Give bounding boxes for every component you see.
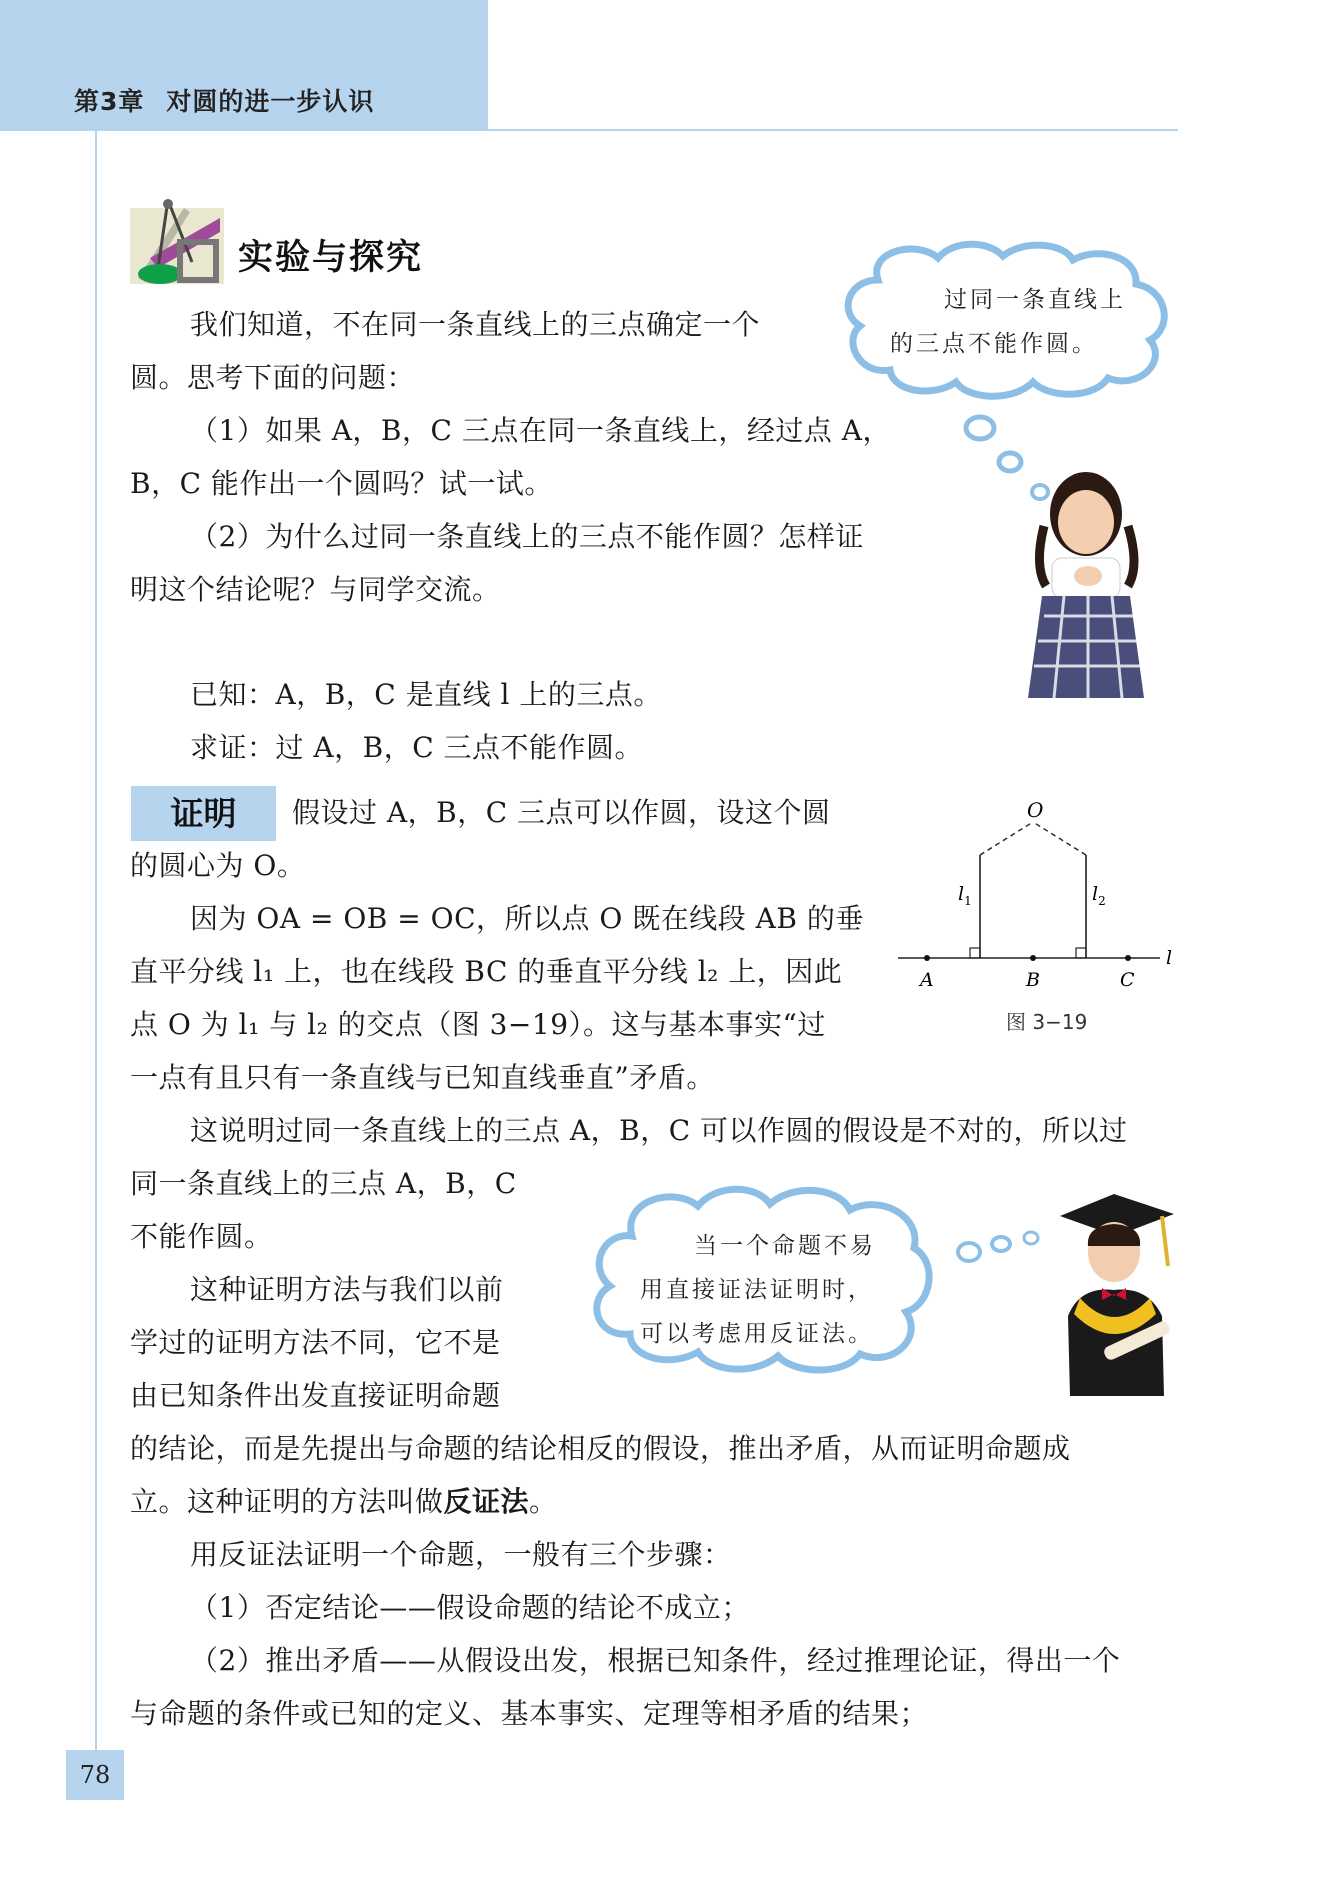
compass-ruler-icon	[128, 198, 226, 286]
bubble-bottom-line3: 可以考虑用反证法。	[640, 1321, 874, 1347]
chapter-heading	[74, 82, 374, 118]
label-O: O	[1027, 800, 1044, 822]
step-1: （1）否定结论——假设命题的结论不成立；	[190, 1591, 750, 1624]
graduate-girl-illustration	[1050, 1186, 1180, 1396]
margin-rule	[95, 131, 97, 1791]
steps-intro: 用反证法证明一个命题，一般有三个步骤：	[190, 1538, 732, 1571]
chapter-title: 对圆的进一步认识	[166, 87, 375, 116]
figure-3-19	[890, 800, 1180, 1000]
proof-line4: 直平分线 l₁ 上，也在线段 BC 的垂直平分线 l₂ 上，因此	[130, 955, 843, 988]
label-A: A	[920, 969, 934, 991]
point-B	[1030, 955, 1036, 961]
para-method-line4: 的结论，而是先提出与命题的结论相反的假设，推出矛盾，从而证明命题成	[130, 1432, 1071, 1465]
para-method-line2: 学过的证明方法不同，它不是	[130, 1326, 501, 1359]
bubble-top-line2: 的三点不能作圆。	[890, 331, 1098, 357]
dash-to-O-left	[980, 822, 1033, 855]
bubble-bottom-line2: 用直接证法证明时，	[640, 1277, 874, 1303]
para-conclusion-line1: 这说明过同一条直线上的三点 A，B，C 可以作圆的假设是不对的，所以过	[190, 1114, 1128, 1147]
label-C: C	[1120, 969, 1135, 991]
para-method-line3: 由已知条件出发直接证明命题	[130, 1379, 501, 1412]
label-l2: $l_2$	[1092, 883, 1106, 908]
step-2-line2: 与命题的条件或已知的定义、基本事实、定理等相矛盾的结果；	[130, 1697, 929, 1730]
para-conclusion-line2: 同一条直线上的三点 A，B，C	[130, 1167, 517, 1200]
proof-line3: 因为 OA = OB = OC，所以点 O 既在线段 AB 的垂	[190, 902, 864, 935]
prove-statement: 求证：过 A，B，C 三点不能作圆。	[190, 731, 644, 764]
question2-line1: （2）为什么过同一条直线上的三点不能作圆？怎样证	[190, 520, 864, 553]
proof-line6: 一点有且只有一条直线与已知直线垂直”矛盾。	[130, 1061, 715, 1094]
question1-line1: （1）如果 A，B，C 三点在同一条直线上，经过点 A，	[190, 414, 891, 447]
proof-line2: 的圆心为 O。	[130, 849, 306, 882]
right-angle-mark-1	[970, 948, 980, 958]
label-B: B	[1026, 969, 1040, 991]
step-2-line1: （2）推出矛盾——从假设出发，根据已知条件，经过推理论证，得出一个	[190, 1644, 1121, 1677]
proof-line5: 点 O 为 l₁ 与 l₂ 的交点（图 3−19）。这与基本事实“过	[130, 1008, 826, 1041]
label-l: l	[1166, 947, 1173, 969]
proof-line1: 假设过 A，B，C 三点可以作圆，设这个圆	[292, 796, 831, 829]
para-intro-line1: 我们知道，不在同一条直线上的三点确定一个	[190, 308, 761, 341]
label-l1: $l_1$	[958, 883, 972, 908]
given-statement: 已知：A，B，C 是直线 l 上的三点。	[190, 678, 662, 711]
girl-thinking-illustration	[1024, 466, 1148, 698]
dash-to-O-right	[1033, 822, 1086, 855]
definition-end: 。	[529, 1485, 558, 1518]
thought-dots-bottom	[955, 1226, 1045, 1266]
figure-caption: 图 3−19	[1006, 1010, 1088, 1034]
page-number: 78	[79, 1761, 111, 1789]
chapter-number: 第3章	[74, 87, 145, 116]
proof-label: 证明	[170, 794, 237, 833]
para-method-line5	[130, 1475, 558, 1528]
question2-line2: 明这个结论呢？与同学交流。	[130, 573, 501, 606]
para-method-line1: 这种证明方法与我们以前	[190, 1273, 504, 1306]
bubble-bottom-line1: 当一个命题不易	[694, 1233, 876, 1259]
definition-text: 立。这种证明的方法叫做	[130, 1485, 444, 1518]
bubble-top-line1: 过同一条直线上	[944, 287, 1126, 313]
right-angle-mark-2	[1076, 948, 1086, 958]
question1-line2: B，C 能作出一个圆吗？试一试。	[130, 467, 553, 500]
point-C	[1125, 955, 1131, 961]
para-conclusion-line3: 不能作圆。	[130, 1220, 273, 1253]
para-intro-line2: 圆。思考下面的问题：	[130, 361, 416, 394]
point-A	[924, 955, 930, 961]
section-title: 实验与探究	[238, 238, 424, 278]
keyword-proof-by-contradiction: 反证法	[443, 1485, 530, 1518]
header-rule	[488, 129, 1178, 131]
